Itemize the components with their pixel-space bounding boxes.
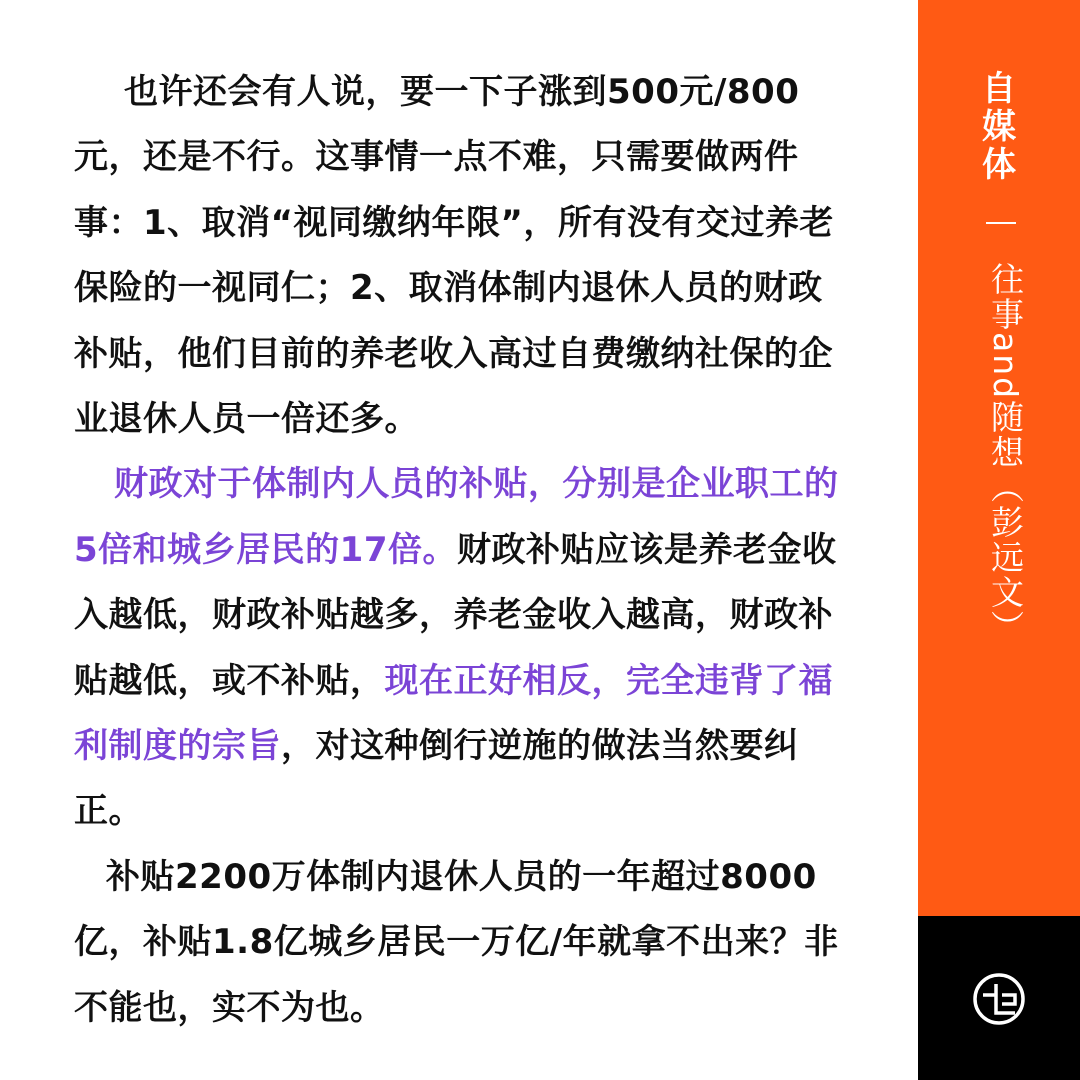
sidebar-banner (918, 0, 1080, 916)
paragraph-2-text-2: ，对这种倒行逆施的做法当然要纠正。 (74, 726, 799, 832)
series-title: 往事and随想（彭远文） (986, 262, 1025, 646)
brand-char-3: 体 (982, 145, 1016, 185)
paragraph-3: 补贴2200万体制内退休人员的一年超过8000亿，补贴1.8亿城乡居民一万亿/年就拿不出来？非不能也，实不为也。 (74, 856, 839, 1028)
paragraph-1: 也许还会有人说，要一下子涨到500元/800元，还是不行。这事情一点不难，只需要做两件事：1、取消“视同缴纳年限”，所有没有交过养老保险的一视同仁；2、取消体制内退休人员的财政补贴，他们目前的养老收入高过自费缴纳社保的企业退休人员一倍还多。 (74, 72, 834, 440)
highlight-text-2: 现在正好相反，完全违背了福利制度的宗旨 (74, 660, 833, 767)
brand-char-1: 自 (982, 69, 1016, 109)
divider-dash (986, 222, 1016, 224)
article-body (74, 60, 854, 1041)
circle-monogram-icon (972, 972, 1026, 1026)
brand-title (918, 70, 1080, 184)
brand-char-2: 媒 (982, 107, 1016, 147)
logo-block (918, 916, 1080, 1080)
paragraph-2 (74, 452, 854, 844)
highlight-text-1: 财政对于体制内人员的补贴，分别是企业职工的5倍和城乡居民的17倍。 (74, 464, 839, 570)
paragraph-2-text-1: 财政补贴应该是养老金收入越低，财政补贴越多，养老金收入越高，财政补贴越低，或不补贴， (74, 529, 837, 701)
